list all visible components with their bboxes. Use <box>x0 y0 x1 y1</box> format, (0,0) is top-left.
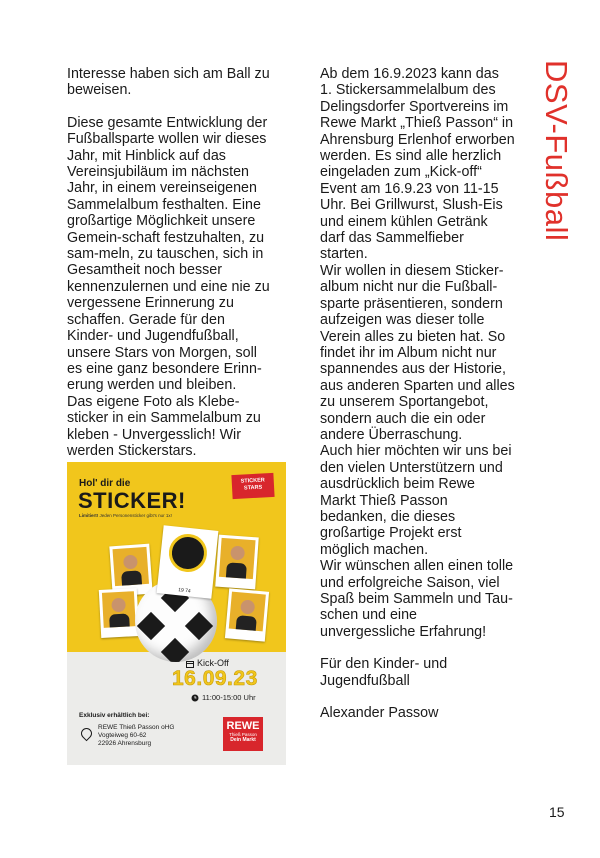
side-title <box>528 60 584 300</box>
poster-title: STICKER! <box>78 488 186 513</box>
signature-name: Alexander Passow <box>320 705 439 722</box>
rewe-logo-text: REWE <box>226 720 260 732</box>
paragraph: Interesse haben sich am Ball zu beweisen. <box>67 66 270 99</box>
poster-limited-label: Limitiert! <box>79 513 99 518</box>
club-crest-sticker <box>157 525 219 598</box>
store-address: REWE Thieß Passon oHG Vogteiweg 60-62 22926 Ahrensburg <box>98 724 175 747</box>
player-sticker-card <box>225 588 269 641</box>
paragraph: Ab dem 16.9.2023 kann das 1. Stickersammelalbum des Delingsdorfer Sportvereins im Rewe Markt „Thieß Passon“ in Ahrensburg Erlenhof erworben werden. Es sind alle herzlich eingeladen zum „Kick-off“ Event am 16.9.23 von 11-15 Uhr. Bei Grillwurst, Slush-Eis und einem kühlen Getränk darf das Sammelfieber starten. Wir wollen in diesem Sticker- album nicht nur die Fußball- sparte präsentieren, sondern aufzeigen was dieser tolle Verein alles zu bieten hat. So findet ihr im Album nicht nur spannendes aus der Historie, aus anderen Sparten und alles zu unserem Sportangebot, sondern auch die ein oder andere Überraschung. Auch hier möchten wir uns bei den vielen Unterstützern und ausdrücklich beim Rewe Markt Thieß Passon bedanken, die dieses großartige Projekt erst möglich machen. Wir wünschen allen einen tolle und erfolgreiche Saison, viel Spaß beim Sammeln und Tau- schen und eine unvergessliche Erfahrung! <box>320 66 515 640</box>
right-text-column <box>320 66 535 721</box>
kickoff-time: 11:00-15:00 Uhr <box>202 693 256 702</box>
clock-icon <box>191 694 199 702</box>
badge-line2: STARS <box>243 484 263 492</box>
sticker-poster-image <box>67 462 286 765</box>
poster-limited <box>79 513 199 519</box>
rewe-logo <box>223 717 263 751</box>
rewe-sub: Dein Markt <box>230 737 256 743</box>
badge-line1: STICKER <box>240 477 265 485</box>
stickerstars-badge <box>231 473 274 499</box>
exclusive-label: Exklusiv erhältlich bei: <box>79 712 150 719</box>
kickoff-date: 16.09.23 <box>172 667 258 690</box>
paragraph: Diese gesamte Entwicklung der Fußballsparte wollen wir dieses Jahr, mit Hinblick auf das Vereinsjubiläum im nächsten Jahr, in einem vereinseigenen Sammelalbum festhalten. Eine großartige Möglichkeit unsere Gemein-schaft festzuhalten, zu sam-meln, zu tauschen, sich in Gesamtheit noch besser kennenzulernen und eine nie zu vergessene Erinnerung zu schaffen. Gerade für den Kinder- und Jugendfußball, unsere Stars von Morgen, soll es eine ganz besondere Erinn- erung werden und bleiben. Das eigene Foto als Klebe- sticker in ein Sammelalbum zu kleben - Unvergesslich! Wir werden Stickerstars. <box>67 114 270 459</box>
player-sticker-card <box>99 588 139 638</box>
poster-limited-text: Jeden Personensticker gibt's nur 1x! <box>99 513 172 518</box>
crest-year: 19 74 <box>177 587 191 595</box>
kickoff-label: Kick-Off <box>197 658 229 668</box>
poster-tagline: Hol' dir die <box>79 478 131 489</box>
rewe-owner: Thieß Passon <box>229 732 257 737</box>
paragraph: Für den Kinder- und Jugendfußball <box>320 656 448 689</box>
side-title-text: DSV-Fußball <box>539 60 574 242</box>
left-text-column <box>67 66 289 459</box>
page-number: 15 <box>549 804 565 820</box>
player-sticker-card <box>215 535 259 590</box>
club-crest-icon <box>167 532 209 574</box>
